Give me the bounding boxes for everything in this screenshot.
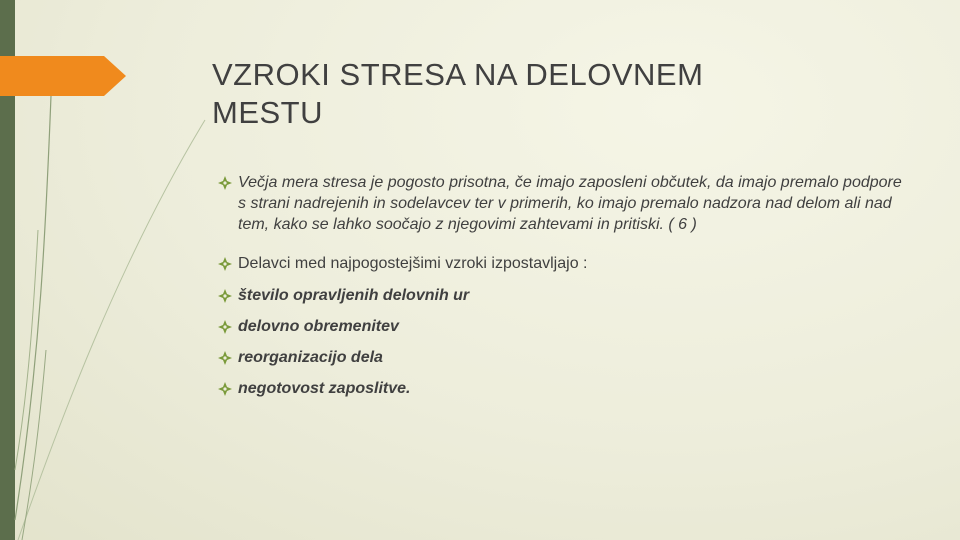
diamond-bullet-icon [218,351,232,365]
bullet-text: negotovost zaposlitve. [238,380,411,397]
bullet-text: Delavci med najpogostejšimi vzroki izpostavljajo : [238,255,588,272]
diamond-bullet-icon [218,176,232,190]
bullet-item [218,347,908,368]
diamond-bullet-icon [218,320,232,334]
bullet-item [218,378,908,399]
slide-title [212,56,872,132]
diamond-bullet-icon [218,257,232,271]
bullet-item [218,253,908,274]
diamond-bullet-icon [218,382,232,396]
bullet-item [218,285,908,306]
orange-title-arrow [0,56,126,96]
bullet-item [218,316,908,337]
title-line-1: VZROKI STRESA NA DELOVNEM [212,57,704,92]
bullet-text: število opravljenih delovnih ur [238,287,470,304]
diamond-bullet-icon [218,289,232,303]
bullet-text: reorganizacijo dela [238,349,383,366]
title-line-2: MESTU [212,95,323,130]
bullet-list [218,172,908,399]
bullet-text: delovno obremenitev [238,318,399,335]
bullet-item [218,172,908,235]
bullet-text: Večja mera stresa je pogosto prisotna, če imajo zaposleni občutek, da imajo premalo podpore s strani nadrejenih in sodelavcev ter v primerih, ko imajo premalo nadzora nad delom ali nad tem, kako se lahko soočajo z njegovimi zahtevami in pritiski. ( 6 ) [238,174,902,233]
